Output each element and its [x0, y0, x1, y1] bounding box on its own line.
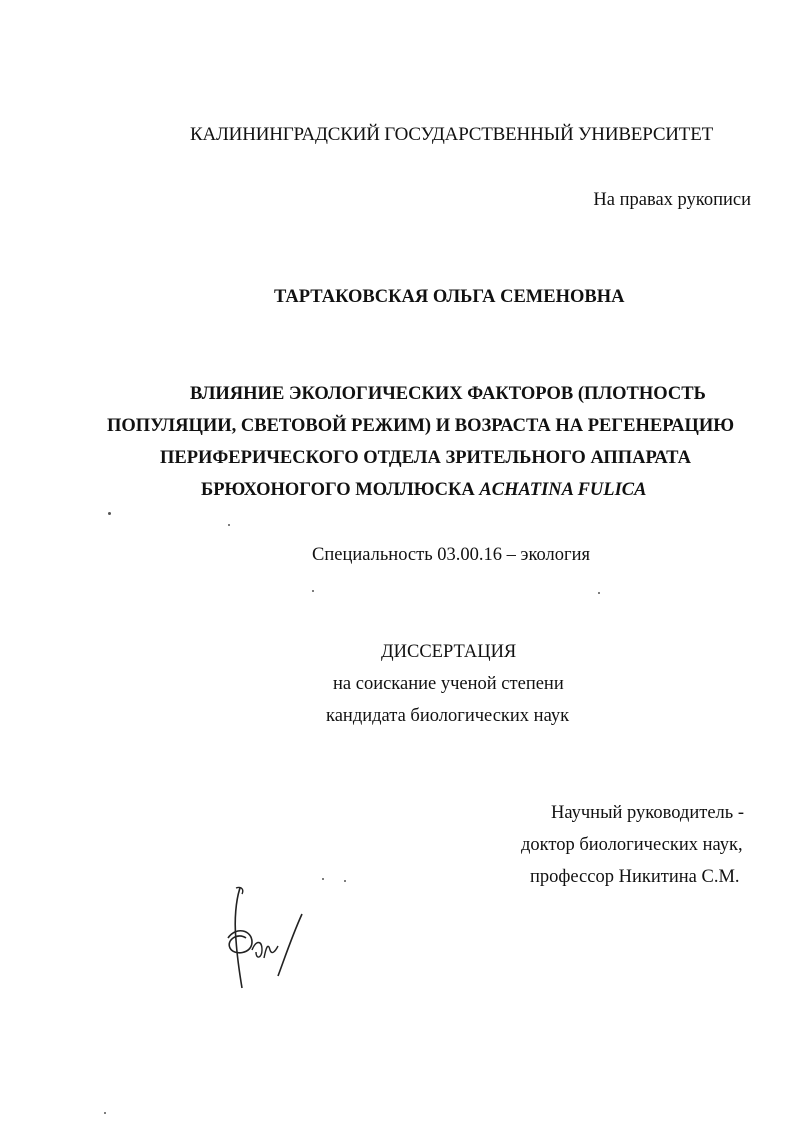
specialty: Специальность 03.00.16 – экология: [312, 545, 590, 565]
scan-speck: [108, 512, 111, 515]
manuscript-rights-note: На правах рукописи: [593, 190, 751, 210]
scan-speck: [312, 590, 314, 592]
dissertation-purpose: на соискание ученой степени: [333, 674, 564, 694]
university-name: КАЛИНИНГРАДСКИЙ ГОСУДАРСТВЕННЫЙ УНИВЕРСИТЕТ: [190, 124, 714, 145]
thesis-title-line-2: ПОПУЛЯЦИИ, СВЕТОВОЙ РЕЖИМ) И ВОЗРАСТА НА РЕГЕНЕРАЦИЮ: [107, 416, 735, 436]
dissertation-degree: кандидата биологических наук: [326, 706, 570, 726]
supervisor-name: профессор Никитина С.М.: [530, 867, 740, 887]
thesis-title-line-4-prefix: БРЮХОНОГОГО МОЛЛЮСКА: [201, 480, 480, 500]
thesis-title-line-4: [201, 479, 646, 501]
scan-speck: [228, 524, 230, 526]
dissertation-type: ДИССЕРТАЦИЯ: [381, 642, 517, 662]
species-name: ACHATINA FULICA: [479, 480, 647, 500]
supervisor-degree: доктор биологических наук,: [521, 835, 743, 855]
thesis-title-line-1: ВЛИЯНИЕ ЭКОЛОГИЧЕСКИХ ФАКТОРОВ (ПЛОТНОСТЬ: [190, 384, 706, 404]
handwritten-signature: [222, 880, 312, 1000]
scan-speck: [104, 1112, 106, 1114]
thesis-title-line-3: ПЕРИФЕРИЧЕСКОГО ОТДЕЛА ЗРИТЕЛЬНОГО АППАРАТА: [160, 448, 691, 468]
scan-speck: [322, 878, 324, 880]
scan-speck: [344, 880, 346, 882]
author-name: ТАРТАКОВСКАЯ ОЛЬГА СЕМЕНОВНА: [274, 287, 625, 307]
supervisor-label: Научный руководитель -: [551, 803, 744, 823]
scan-speck: [598, 592, 600, 594]
